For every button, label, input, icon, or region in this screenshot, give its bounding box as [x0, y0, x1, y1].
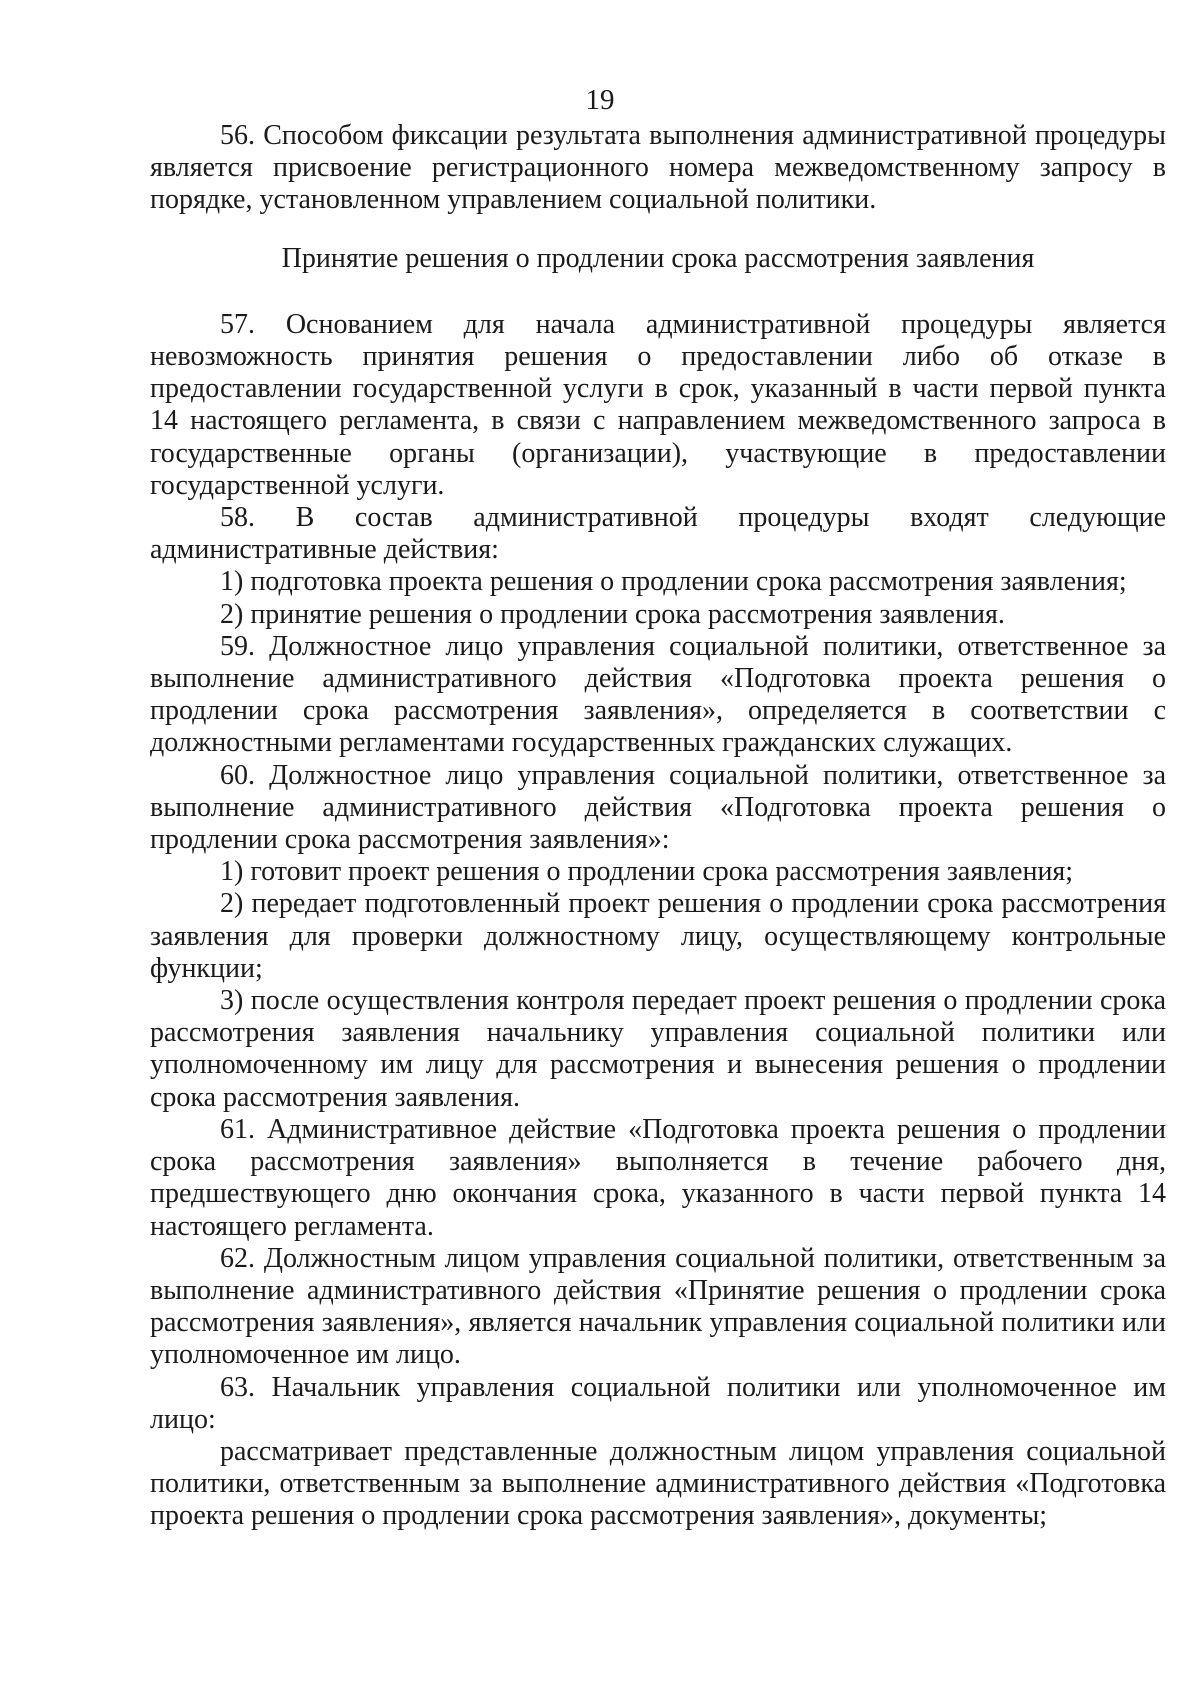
list-item: 2) принятие решения о продлении срока рассмотрения заявления.	[220, 598, 1005, 630]
paragraph-62: 62. Должностным лицом управления социальной политики, ответственным за выполнение административного действия «Принятие решения о продлении срока рассмотрения заявления», является начальник управления социальной политики или уполномоченное им лицо.	[150, 1242, 1166, 1371]
document-body	[150, 120, 1166, 1533]
paragraph-57: 57. Основанием для начала административной процедуры является невозможность принятия решения о предоставлении либо об отказе в предоставлении государственной услуги в срок, указанный в части первой пункта 14 настоящего регламента, в связи с направлением межведомственного запроса в государственные органы (организации), участвующие в предоставлении государственной услуги.	[150, 308, 1166, 501]
paragraph-61: 61. Административное действие «Подготовка проекта решения о продлении срока рассмотрения заявления» выполняется в течение рабочего дня, предшествующего дню окончания срока, указанного в части первой пункта 14 настоящего регламента.	[150, 1113, 1166, 1242]
paragraph-59: 59. Должностное лицо управления социальной политики, ответственное за выполнение административного действия «Подготовка проекта решения о продлении срока рассмотрения заявления», определяется в соответствии с должностными регламентами государственных гражданских служащих.	[150, 630, 1166, 759]
paragraph-60: 60. Должностное лицо управления социальной политики, ответственное за выполнение административного действия «Подготовка проекта решения о продлении срока рассмотрения заявления»:	[150, 759, 1166, 856]
list-item: 2) передает подготовленный проект решения о продлении срока рассмотрения заявления для проверки должностному лицу, осуществляющему контрольные функции;	[150, 888, 1166, 984]
paragraph-63: 63. Начальник управления социальной политики или уполномоченное им лицо:	[150, 1371, 1166, 1435]
list-item: 1) подготовка проекта решения о продлении срока рассмотрения заявления;	[220, 566, 1127, 598]
page-number: 19	[585, 84, 615, 116]
list-item: 3) после осуществления контроля передает проект решения о продлении срока рассмотрения заявления начальнику управления социальной политики или уполномоченному им лицу для рассмотрения и вынесения решения о продлении срока рассмотрения заявления.	[150, 985, 1166, 1113]
section-heading: Принятие решения о продлении срока рассмотрения заявления	[281, 242, 1035, 274]
paragraph-56: 56. Способом фиксации результата выполнения административной процедуры является присвоение регистрационного номера межведомственному запросу в порядке, установленном управлением социальной политики.	[150, 120, 1166, 216]
list-item: 1) готовит проект решения о продлении срока рассмотрения заявления;	[220, 856, 1074, 888]
paragraph-63-item: рассматривает представленные должностным лицом управления социальной политики, ответственным за выполнение административного действия «Подготовка проекта решения о продлении срока рассмотрения заявления», документы;	[150, 1435, 1166, 1532]
paragraph-58: 58. В состав административной процедуры входят следующие административные действия:	[150, 502, 1166, 566]
